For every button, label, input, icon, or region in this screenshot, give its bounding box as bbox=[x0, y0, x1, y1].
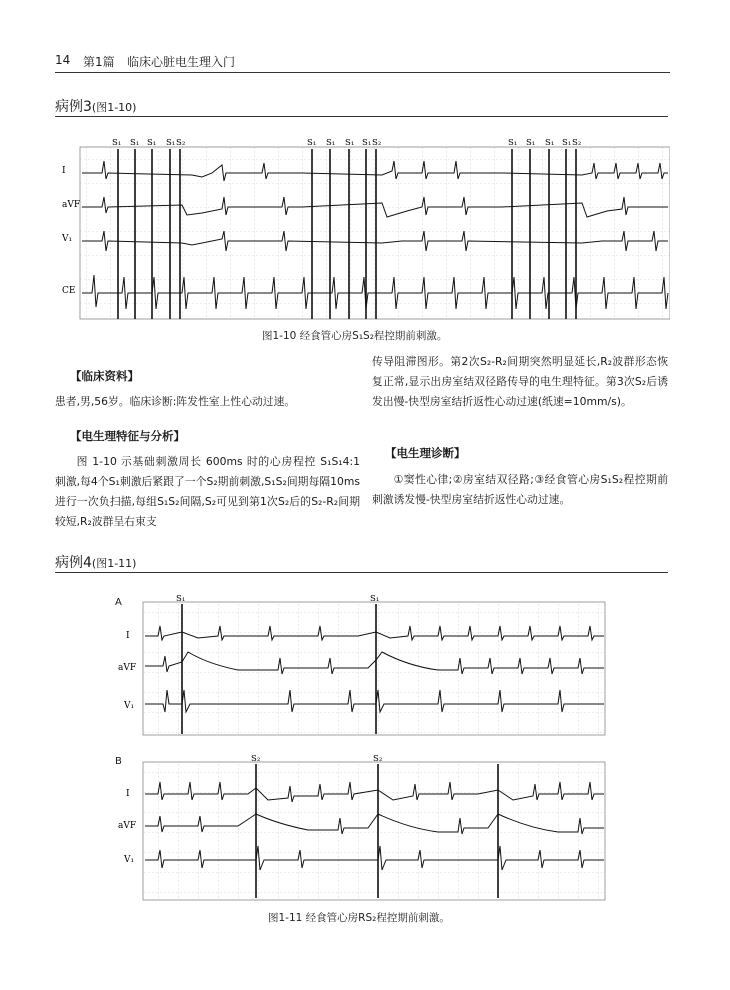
book-title: 临床心脏电生理入门 bbox=[127, 55, 236, 69]
ecg-figure-1-11-panel-b bbox=[118, 752, 608, 902]
case4-figure-ref: (图1-11) bbox=[91, 557, 137, 570]
lead-label: aVF bbox=[62, 200, 81, 210]
stim-label: S₁ bbox=[176, 594, 186, 604]
figure-1-10-caption: 图1-10 经食管心房S₁S₂程控期前刺激。 bbox=[262, 330, 448, 342]
case3-rule bbox=[55, 116, 668, 117]
case4-title bbox=[55, 552, 136, 572]
stim-label: S₁ bbox=[326, 138, 336, 148]
lead-label: I bbox=[126, 789, 130, 799]
stim-label: S₂ bbox=[251, 754, 261, 764]
stim-label: S₁ bbox=[545, 138, 555, 148]
stim-label: S₁ bbox=[345, 138, 355, 148]
panel-b-label: B bbox=[115, 756, 122, 767]
ep-text: 图 1-10 示基础刺激周长 600ms 时的心房程控 S₁S₁4:1 刺激,每4个S₁刺激后紧跟了一个S₂期前刺激,S₁S₂间期每隔10ms进行一次负扫描,每组S₁S₂间隔,S₂可见到第1次S₂后的S₂-R₂间期较短,R₂波群呈右束支 bbox=[55, 455, 360, 528]
case3-title-text: 病例3 bbox=[55, 99, 92, 115]
lead-label: aVF bbox=[118, 821, 137, 831]
stim-label: S₁ bbox=[562, 138, 572, 148]
stim-label: S₁ bbox=[166, 138, 176, 148]
case4-rule bbox=[55, 572, 668, 573]
case3-figure-ref: (图1-10) bbox=[91, 101, 137, 114]
page-number: 14 bbox=[55, 53, 71, 67]
case3-title bbox=[55, 96, 136, 116]
stim-label: S₁ bbox=[526, 138, 536, 148]
lead-label: aVF bbox=[118, 663, 137, 673]
figure-1-11-caption: 图1-11 经食管心房RS₂程控期前刺激。 bbox=[268, 912, 450, 924]
lead-label: V₁ bbox=[62, 234, 73, 244]
ecg-figure-1-10 bbox=[62, 135, 670, 320]
clinical-heading: 【临床资料】 bbox=[70, 369, 139, 383]
diagnosis-heading: 【电生理诊断】 bbox=[385, 446, 466, 460]
stim-label: S₂ bbox=[372, 138, 382, 148]
stim-label: S₁ bbox=[130, 138, 140, 148]
lead-label: CE bbox=[62, 286, 76, 296]
stim-label: S₁ bbox=[112, 138, 122, 148]
stim-label: S₂ bbox=[176, 138, 186, 148]
stim-label: S₁ bbox=[370, 594, 380, 604]
stim-label: S₂ bbox=[373, 754, 383, 764]
page-header bbox=[55, 50, 670, 73]
ep-heading: 【电生理特征与分析】 bbox=[70, 429, 185, 443]
diagnosis-text: ①窦性心律;②房室结双径路;③经食管心房S₁S₂程控期前刺激诱发慢-快型房室结折返性心动过速。 bbox=[372, 473, 668, 506]
panel-a-label: A bbox=[115, 597, 122, 608]
ep-text-continued: 传导阻滞图形。第2次S₂-R₂间期突然明显延长,R₂波群形态恢复正常,显示出房室结双径路传导的电生理特征。第3次S₂后诱发出慢-快型房室结折返性心动过速(纸速=10mm/s)。 bbox=[372, 355, 668, 408]
stim-label: S₁ bbox=[508, 138, 518, 148]
case4-title-text: 病例4 bbox=[55, 555, 92, 571]
stim-label: S₁ bbox=[307, 138, 317, 148]
ecg-figure-1-11-panel-a bbox=[118, 592, 608, 737]
lead-label: I bbox=[126, 631, 130, 641]
part-label: 第1篇 bbox=[83, 55, 115, 69]
lead-label: V₁ bbox=[124, 855, 135, 865]
lead-label: V₁ bbox=[124, 701, 135, 711]
stim-label: S₁ bbox=[147, 138, 157, 148]
lead-label: I bbox=[62, 166, 66, 176]
clinical-text: 患者,男,56岁。临床诊断:阵发性室上性心动过速。 bbox=[55, 395, 296, 408]
stim-label: S₂ bbox=[572, 138, 582, 148]
stim-label: S₁ bbox=[362, 138, 372, 148]
